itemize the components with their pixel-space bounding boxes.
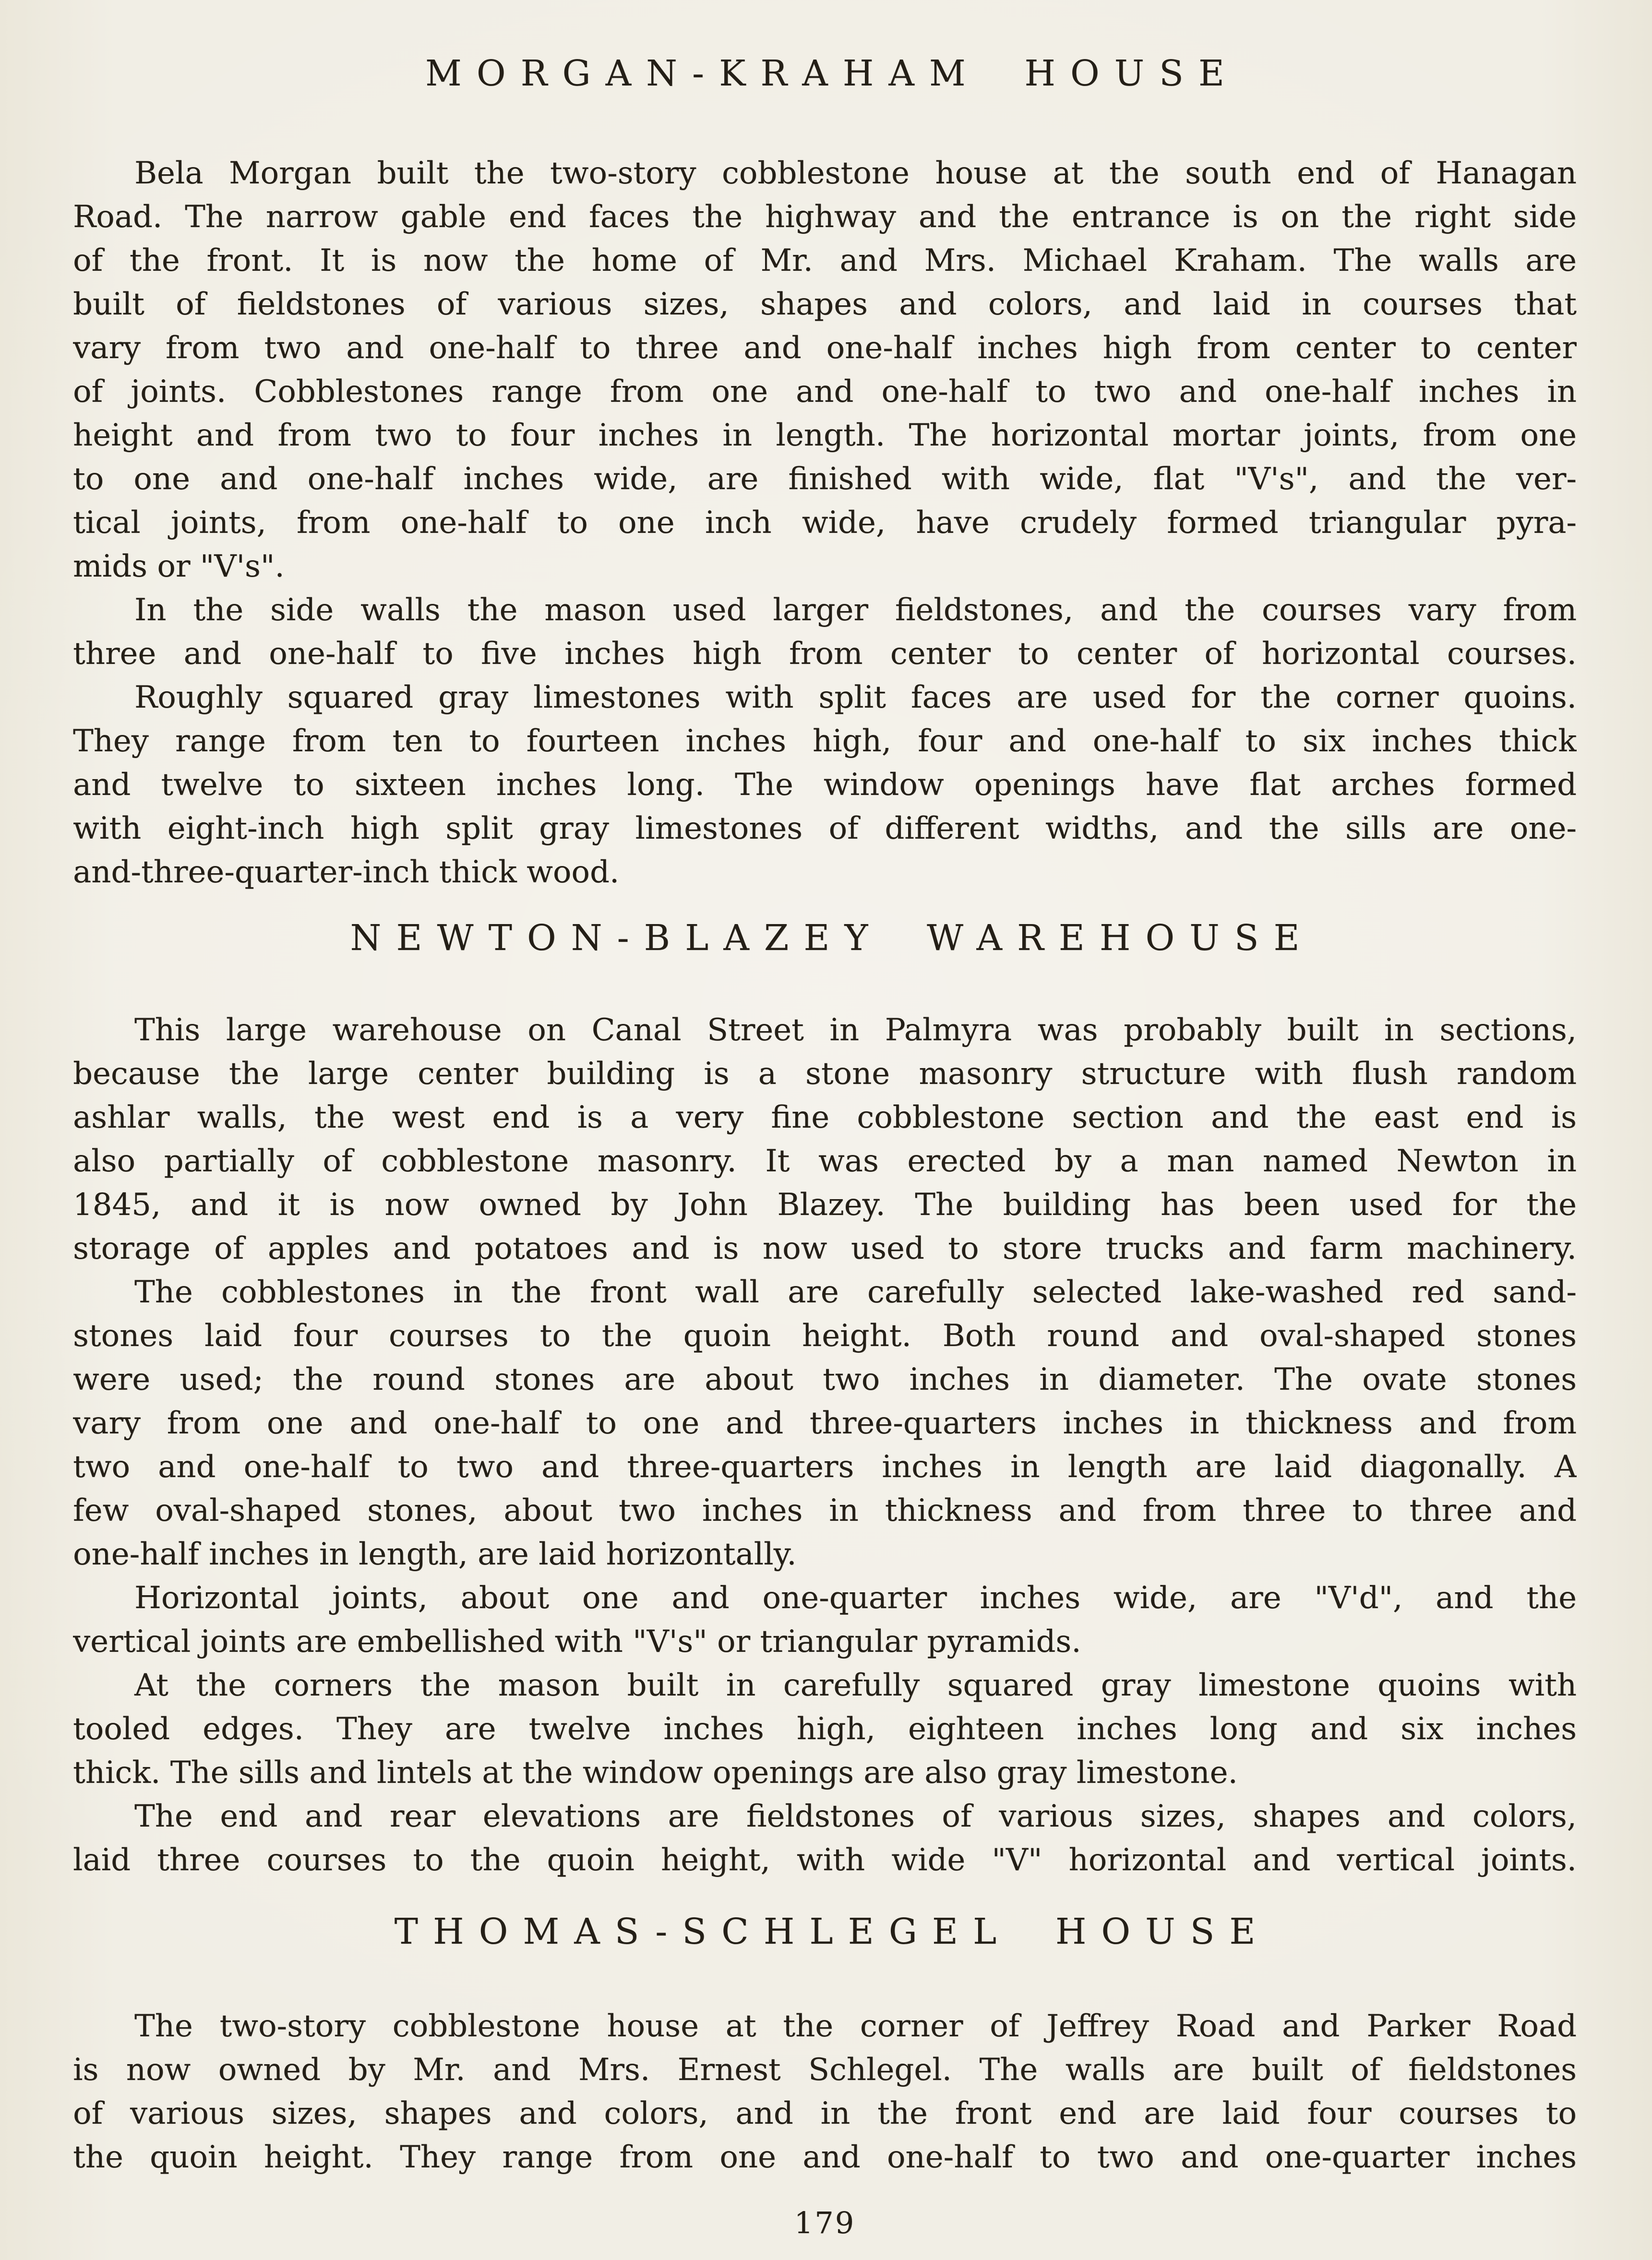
text-line: the quoin height. They range from one and one-half to two and one-quarter inches <box>73 2140 1577 2175</box>
text-line: mids or "V's". <box>73 549 285 584</box>
section-heading-newton-blazey-warehouse: NEWTON-BLAZEY WAREHOUSE <box>350 917 1315 959</box>
text-line: stones laid four courses to the quoin height. Both round and oval-shaped stones <box>73 1318 1577 1354</box>
text-line: to one and one-half inches wide, are finished with wide, flat "V's", and the ver- <box>73 461 1577 497</box>
paragraph-newton-1 <box>73 1009 1577 1271</box>
text-line: 1845, and it is now owned by John Blazey. The building has been used for the <box>73 1187 1577 1223</box>
text-line: tical joints, from one-half to one inch wide, have crudely formed triangular pyra- <box>73 505 1577 541</box>
text-line: At the corners the mason built in carefully squared gray limestone quoins with <box>134 1668 1577 1703</box>
text-line: The end and rear elevations are fieldstones of various sizes, shapes and colors, <box>134 1799 1577 1834</box>
text-line: This large warehouse on Canal Street in Palmyra was probably built in sections, <box>134 1012 1577 1048</box>
paragraph-newton-3 <box>73 1576 1577 1664</box>
text-line: Bela Morgan built the two-story cobblestone house at the south end of Hanagan <box>134 156 1577 191</box>
paragraph-morgan-2 <box>73 589 1577 676</box>
paragraph-morgan-1 <box>73 152 1577 589</box>
text-line: of the front. It is now the home of Mr. and Mrs. Michael Kraham. The walls are <box>73 243 1577 278</box>
page-number: 179 <box>794 2205 856 2240</box>
text-line: of joints. Cobblestones range from one and one-half to two and one-half inches in <box>73 374 1577 409</box>
paragraph-newton-4 <box>73 1664 1577 1795</box>
text-line: vary from two and one-half to three and one-half inches high from center to center <box>73 330 1577 366</box>
text-line: one-half inches in length, are laid horizontally. <box>73 1537 797 1572</box>
text-line: is now owned by Mr. and Mrs. Ernest Schlegel. The walls are built of fieldstones <box>73 2052 1577 2088</box>
text-line: vary from one and one-half to one and three-quarters inches in thickness and from <box>73 1406 1577 1441</box>
paragraph-newton-5 <box>73 1795 1577 1882</box>
text-line: built of fieldstones of various sizes, shapes and colors, and laid in courses that <box>73 287 1577 322</box>
text-line: In the side walls the mason used larger fieldstones, and the courses vary from <box>134 592 1577 628</box>
text-line: vertical joints are embellished with "V's" or triangular pyramids. <box>73 1624 1081 1659</box>
text-line: were used; the round stones are about two inches in diameter. The ovate stones <box>73 1362 1577 1397</box>
text-line: Roughly squared gray limestones with split faces are used for the corner quoins. <box>134 680 1577 715</box>
text-line: ashlar walls, the west end is a very fine cobblestone section and the east end is <box>73 1100 1577 1135</box>
text-line: They range from ten to fourteen inches high, four and one-half to six inches thick <box>73 723 1577 759</box>
text-line: The two-story cobblestone house at the corner of Jeffrey Road and Parker Road <box>134 2008 1577 2044</box>
text-line: and-three-quarter-inch thick wood. <box>73 854 620 890</box>
paragraph-newton-2 <box>73 1271 1577 1576</box>
text-line: tooled edges. They are twelve inches high, eighteen inches long and six inches <box>73 1711 1577 1747</box>
text-line: and twelve to sixteen inches long. The window openings have flat arches formed <box>73 767 1577 803</box>
text-line: with eight-inch high split gray limestones of different widths, and the sills are one- <box>73 811 1577 846</box>
text-line: because the large center building is a stone masonry structure with flush random <box>73 1056 1577 1092</box>
text-line: height and from two to four inches in length. The horizontal mortar joints, from one <box>73 418 1577 453</box>
text-line: also partially of cobblestone masonry. It was erected by a man named Newton in <box>73 1143 1577 1179</box>
text-line: three and one-half to five inches high from center to center of horizontal courses. <box>73 636 1577 672</box>
paragraph-thomas-1 <box>73 2005 1577 2179</box>
text-line: two and one-half to two and three-quarters inches in length are laid diagonally. A <box>73 1449 1577 1485</box>
section-heading-thomas-schlegel-house: THOMAS-SCHLEGEL HOUSE <box>394 1911 1270 1952</box>
text-line: laid three courses to the quoin height, with wide "V" horizontal and vertical joints. <box>73 1842 1577 1878</box>
text-line: Horizontal joints, about one and one-quarter inches wide, are "V'd", and the <box>134 1580 1577 1616</box>
text-line: The cobblestones in the front wall are carefully selected lake-washed red sand- <box>134 1274 1577 1310</box>
paragraph-morgan-3 <box>73 676 1577 894</box>
section-heading-morgan-kraham-house: MORGAN-KRAHAM HOUSE <box>425 53 1240 94</box>
text-line: storage of apples and potatoes and is now used to store trucks and farm machinery. <box>73 1231 1577 1266</box>
text-line: few oval-shaped stones, about two inches in thickness and from three to three and <box>73 1493 1577 1528</box>
text-line: of various sizes, shapes and colors, and in the front end are laid four courses to <box>73 2096 1577 2131</box>
text-line: thick. The sills and lintels at the window openings are also gray limestone. <box>73 1755 1238 1791</box>
text-line: Road. The narrow gable end faces the highway and the entrance is on the right side <box>73 199 1577 235</box>
